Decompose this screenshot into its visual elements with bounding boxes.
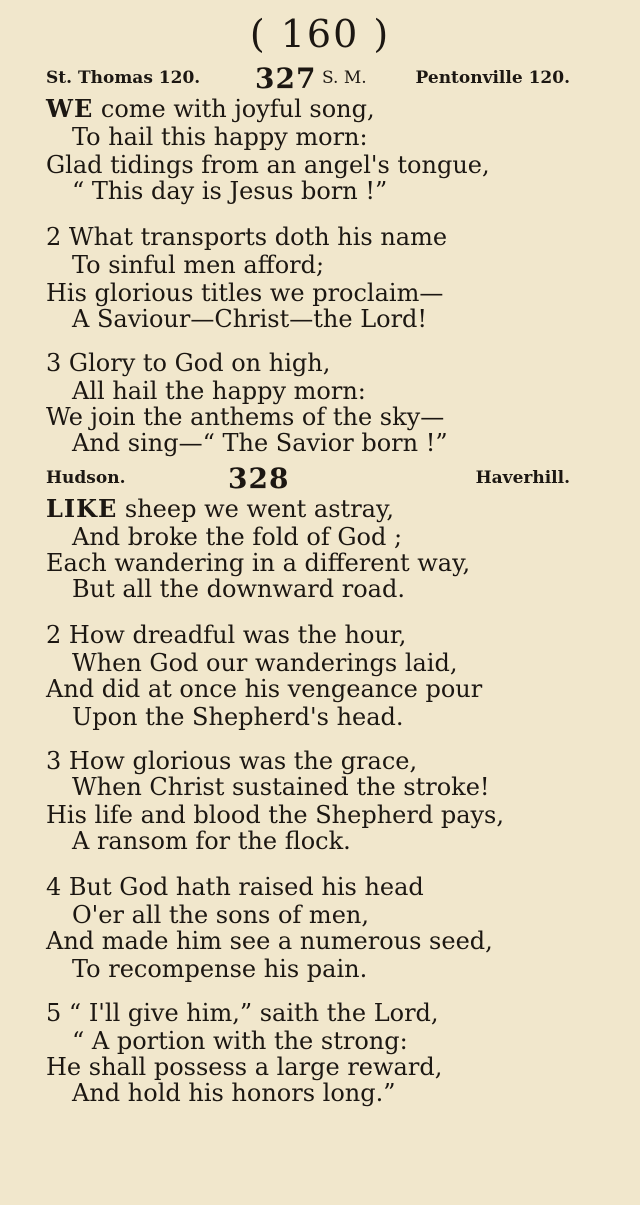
verse-line-text: But God hath raised his head [68,873,424,901]
verse-number: 3 [46,747,62,775]
verse-line: A Saviour—Christ—the Lord! [72,305,428,333]
verse-number: 3 [46,349,62,377]
hymn-number: 328 [228,462,290,495]
verse-line [46,622,406,648]
verse-line: All hail the happy morn: [72,377,366,405]
verse-line [46,96,375,122]
tune-right: Haverhill. [475,468,570,488]
hymn-328-header [0,462,640,495]
hymn-327-header [0,62,640,95]
tune-left: St. Thomas 120. [46,68,201,88]
verse-line: His life and blood the Shepherd pays, [46,801,505,829]
verse-line [46,496,394,522]
verse-first-word: WE [46,94,94,123]
verse-first-word: LIKE [46,494,118,523]
verse-line: And hold his honors long.” [72,1079,396,1107]
verse-number: 2 [46,621,62,649]
verse-line [46,874,424,900]
verse-line: But all the downward road. [72,575,405,603]
verse-line: And sing—“ The Savior born !” [72,429,448,457]
verse-line: And did at once his vengeance pour [46,675,483,703]
verse-number: 4 [46,873,62,901]
verse-line: His glorious titles we proclaim— [46,279,444,307]
verse-line: Glad tidings from an angel's tongue, [46,151,490,179]
verse-line: When Christ sustained the stroke! [72,773,490,801]
verse-line-text: come with joyful song, [100,95,375,123]
verse-line: To hail this happy morn: [72,123,368,151]
verse-line: To sinful men afford; [72,251,325,279]
verse-line: When God our wanderings laid, [72,649,458,677]
tune-right: Pentonville 120. [415,68,570,88]
verse-line: “ A portion with the strong: [72,1027,408,1055]
verse-line: A ransom for the flock. [72,827,351,855]
verse-line: And broke the fold of God ; [72,523,403,551]
verse-line-text: Glory to God on high, [68,349,331,377]
tune-left: Hudson. [46,468,126,488]
verse-line [46,1000,439,1026]
verse-line-text: “ I'll give him,” saith the Lord, [68,999,439,1027]
verse-number: 2 [46,223,62,251]
verse-number: 5 [46,999,62,1027]
verse-line: Each wandering in a different way, [46,549,471,577]
hymn-number: 327 [255,62,317,95]
verse-line [46,224,447,250]
verse-line: We join the anthems of the sky— [46,403,445,431]
verse-line-text: How glorious was the grace, [68,747,418,775]
verse-line-text: sheep we went astray, [124,495,394,523]
verse-line: He shall possess a large reward, [46,1053,443,1081]
verse-line [46,748,417,774]
verse-line-text: How dreadful was the hour, [68,621,407,649]
verse-line-text: What transports doth his name [68,223,448,251]
verse-line [46,350,330,376]
verse-line: O'er all the sons of men, [72,901,369,929]
verse-line: “ This day is Jesus born !” [72,177,388,205]
verse-line: And made him see a numerous seed, [46,927,493,955]
verse-line: Upon the Shepherd's head. [72,703,404,731]
meter: S. M. [322,68,367,88]
page-number: ( 160 ) [249,12,391,56]
verse-line: To recompense his pain. [72,955,368,983]
